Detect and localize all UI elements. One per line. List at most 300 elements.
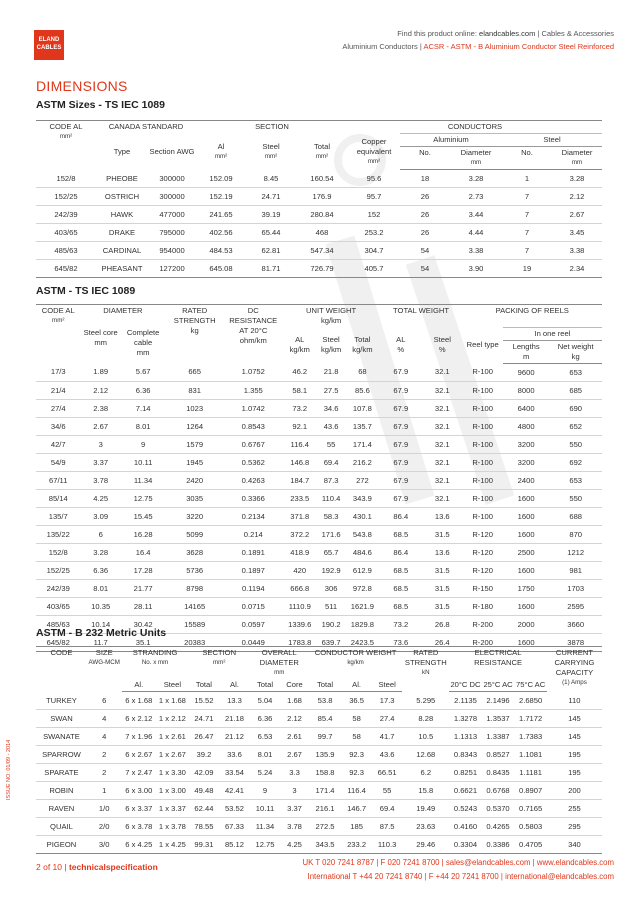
- table-cell: 6 x 4.25: [122, 836, 157, 854]
- table-row: [36, 579, 602, 597]
- table-cell: 95.7: [348, 188, 400, 206]
- t3-header-elec: ELECTRICAL RESISTANCE: [449, 647, 547, 680]
- table-cell: 32.1: [422, 435, 462, 453]
- t2-header-reel-type: Reel type: [466, 340, 499, 349]
- table-cell: 543.8: [345, 525, 379, 543]
- table-cell: 692: [549, 453, 602, 471]
- table-cell: 0.0715: [224, 597, 283, 615]
- table-cell: 152.19: [196, 188, 246, 206]
- footer-uk-contacts[interactable]: UK T 020 7241 8787 | F 020 7241 8700 | sales@elandcables.com | www.elandcables.com: [302, 858, 614, 867]
- t3-header-overall-unit: mm: [274, 669, 285, 676]
- table-cell: 68.5: [380, 525, 422, 543]
- table-cell: 21.12: [219, 728, 250, 746]
- t2-header-rated-label: RATED STRENGTH: [173, 306, 216, 325]
- table-cell: 216.1: [309, 800, 342, 818]
- table-cell: 42/7: [36, 435, 80, 453]
- table-cell: 54/9: [36, 453, 80, 471]
- table-cell: 67.9: [380, 489, 422, 507]
- t1-header-al-no: No.: [400, 147, 450, 170]
- t1-header-steel-diameter: [552, 147, 602, 170]
- table-cell: 152: [348, 206, 400, 224]
- table-cell: 870: [549, 525, 602, 543]
- table-cell: 18: [400, 170, 450, 188]
- table-cell: 1945: [165, 453, 224, 471]
- table-cell: 645/82: [36, 633, 80, 651]
- table-row: [36, 507, 602, 525]
- t3-header-section: [189, 647, 250, 680]
- logo-line2: CABLES: [36, 45, 62, 51]
- table-cell: 11.34: [121, 471, 165, 489]
- table-cell: 195: [547, 746, 602, 764]
- table-cell: 639.7: [317, 633, 345, 651]
- table-cell: 1600: [503, 507, 549, 525]
- table-cell: 67.9: [380, 363, 422, 381]
- table-cell: 68: [345, 363, 379, 381]
- t2-header-total-label: Total: [354, 335, 371, 344]
- t1-header-al-diameter-label: Diameter: [460, 148, 492, 157]
- table1-title: ASTM Sizes - TS IEC 1089: [36, 99, 165, 111]
- table-cell: 3200: [503, 453, 549, 471]
- table-cell: 26: [400, 188, 450, 206]
- t3-header-current-label: CURRENT CARRYING CAPACITY: [554, 648, 595, 677]
- t3-header-section-label: SECTION: [202, 648, 237, 657]
- table-cell: R-100: [462, 381, 502, 399]
- table-cell: 176.9: [296, 188, 348, 206]
- table-cell: 16.4: [121, 543, 165, 561]
- table-cell: TURKEY: [36, 692, 87, 710]
- t2-header-tw-al-unit: %: [397, 345, 405, 354]
- table-cell: 92.3: [341, 764, 372, 782]
- table-cell: 430.1: [345, 507, 379, 525]
- footer-intl-contacts[interactable]: International T +44 20 7241 8740 | F +44 20 7241 8700 | international@elandcables.com: [307, 872, 614, 881]
- table-cell: R-120: [462, 525, 502, 543]
- table-cell: 107.8: [345, 399, 379, 417]
- table-cell: 0.4705: [514, 836, 547, 854]
- table-cell: 135/7: [36, 507, 80, 525]
- table-cell: 190.2: [317, 615, 345, 633]
- table-cell: 32.1: [422, 489, 462, 507]
- table-cell: 1 x 1.68: [156, 692, 189, 710]
- table-cell: 152/8: [36, 170, 96, 188]
- table-cell: 145: [547, 710, 602, 728]
- table-cell: 85.6: [345, 381, 379, 399]
- t2-header-complete-unit: mm: [136, 348, 150, 357]
- table-cell: 1: [87, 782, 122, 800]
- t2-header-tw-al: [380, 327, 422, 363]
- t3-header-cond-weight: [309, 647, 403, 680]
- astm-b232-table: [36, 646, 602, 854]
- table-cell: 92.1: [283, 417, 317, 435]
- header-category: | Cables & Accessories: [537, 29, 614, 38]
- table-cell: 30.42: [121, 615, 165, 633]
- table-cell: 403/65: [36, 224, 96, 242]
- table-cell: 1264: [165, 417, 224, 435]
- table-cell: 2595: [549, 597, 602, 615]
- table-cell: 12.68: [402, 746, 449, 764]
- t2-header-unit-weight-label: UNIT WEIGHT: [306, 306, 357, 315]
- table-row: [36, 836, 602, 854]
- table-cell: 3878: [549, 633, 602, 651]
- table-cell: 116.4: [341, 782, 372, 800]
- table-cell: 1212: [549, 543, 602, 561]
- table-cell: 653: [549, 363, 602, 381]
- t1-header-conductors: CONDUCTORS: [348, 121, 602, 134]
- table-cell: 54: [400, 242, 450, 260]
- t1-header-canada: CANADA STANDARD: [96, 121, 196, 134]
- astm-sizes-table: [36, 120, 602, 278]
- table-row: [36, 381, 602, 399]
- table-cell: 6 x 3.00: [122, 782, 157, 800]
- table-cell: R-120: [462, 543, 502, 561]
- header-find-text: Find this product online:: [397, 29, 477, 38]
- table-cell: 0.1891: [224, 543, 283, 561]
- t1-header-al-unit: mm²: [214, 152, 228, 160]
- table-cell: 160.54: [296, 170, 348, 188]
- table-cell: SPARROW: [36, 746, 87, 764]
- table-cell: 8.01: [80, 579, 120, 597]
- table-cell: 0.6621: [449, 782, 482, 800]
- t2-header-code-unit: mm²: [52, 317, 65, 324]
- table-cell: 300000: [148, 170, 196, 188]
- table-cell: 145: [547, 728, 602, 746]
- table-row: [36, 728, 602, 746]
- table-cell: 295: [547, 818, 602, 836]
- table-cell: 2.61: [280, 728, 309, 746]
- table-cell: 27.5: [317, 381, 345, 399]
- eland-cables-logo[interactable]: [34, 30, 64, 60]
- table-cell: 1.1181: [514, 764, 547, 782]
- table-cell: 81.71: [246, 260, 296, 278]
- table-cell: 272.5: [309, 818, 342, 836]
- table-cell: 1600: [503, 633, 549, 651]
- t1-header-code: [36, 121, 96, 170]
- table-cell: 0.6768: [482, 782, 515, 800]
- table-cell: 69.4: [372, 800, 403, 818]
- table-cell: 242/39: [36, 206, 96, 224]
- table-cell: 185: [341, 818, 372, 836]
- table-cell: 2.67: [80, 417, 120, 435]
- table-row: [36, 363, 602, 381]
- table-cell: 1621.9: [345, 597, 379, 615]
- table-row: [36, 561, 602, 579]
- table-cell: 87.5: [372, 818, 403, 836]
- table-cell: SWANATE: [36, 728, 87, 746]
- table-cell: 5.67: [121, 363, 165, 381]
- table-cell: 20383: [165, 633, 224, 651]
- table-row: [36, 489, 602, 507]
- table-cell: 86.4: [380, 507, 422, 525]
- table-cell: 4.44: [450, 224, 502, 242]
- table-cell: 65.44: [246, 224, 296, 242]
- table-cell: 14165: [165, 597, 224, 615]
- table-cell: 184.7: [283, 471, 317, 489]
- spec-label-b: specification: [105, 862, 158, 872]
- table-cell: 1110.9: [283, 597, 317, 615]
- table-cell: 1 x 3.00: [156, 782, 189, 800]
- table-cell: 1600: [503, 597, 549, 615]
- footer-page-info: [36, 862, 158, 872]
- table-cell: 92.3: [341, 746, 372, 764]
- table-cell: 11.7: [80, 633, 120, 651]
- table-cell: 39.2: [189, 746, 220, 764]
- table-cell: 67.9: [380, 399, 422, 417]
- table-row: [36, 417, 602, 435]
- table-cell: PHEASANT: [96, 260, 148, 278]
- table-cell: 146.8: [283, 453, 317, 471]
- table-cell: 9600: [503, 363, 549, 381]
- table-cell: 2.1496: [482, 692, 515, 710]
- table-cell: OSTRICH: [96, 188, 148, 206]
- table-cell: 2.34: [552, 260, 602, 278]
- table-cell: 35.1: [121, 633, 165, 651]
- table-cell: 484.6: [345, 543, 379, 561]
- table-cell: 73.2: [380, 615, 422, 633]
- table-cell: 241.65: [196, 206, 246, 224]
- table-cell: 85.4: [309, 710, 342, 728]
- table-cell: 4.25: [280, 836, 309, 854]
- table-cell: 171.4: [309, 782, 342, 800]
- t1-header-steel-diameter-label: Diameter: [561, 148, 593, 157]
- table-cell: 110.3: [372, 836, 403, 854]
- table-cell: 32.1: [422, 471, 462, 489]
- table-cell: 1.1081: [514, 746, 547, 764]
- table3-title: ASTM - B 232 Metric Units: [36, 627, 167, 639]
- table-cell: 666.8: [283, 579, 317, 597]
- table-cell: 58: [341, 728, 372, 746]
- table-cell: 3.44: [450, 206, 502, 224]
- table-cell: SPARATE: [36, 764, 87, 782]
- table-cell: 110: [547, 692, 602, 710]
- table-cell: 24.71: [189, 710, 220, 728]
- table-cell: 10.11: [121, 453, 165, 471]
- table-cell: 4800: [503, 417, 549, 435]
- table-cell: 2.38: [80, 399, 120, 417]
- table-cell: 0.8435: [482, 764, 515, 782]
- table-cell: 19: [502, 260, 552, 278]
- table-cell: 26.4: [422, 633, 462, 651]
- table-cell: 340: [547, 836, 602, 854]
- t3-header-weight-total: Total: [309, 679, 342, 692]
- t1-header-aluminium: Aluminium: [400, 134, 502, 147]
- header-product-name: ACSR - ASTM - B Aluminium Conductor Steel Reinforced: [423, 42, 614, 51]
- table-cell: R-150: [462, 579, 502, 597]
- table-cell: 15.52: [189, 692, 220, 710]
- t1-header-total: [296, 134, 348, 170]
- table-cell: 28.11: [121, 597, 165, 615]
- table-cell: 3.78: [80, 471, 120, 489]
- table-cell: 3.38: [552, 242, 602, 260]
- table-cell: 7 x 2.47: [122, 764, 157, 782]
- t2-header-diameter: DIAMETER: [80, 305, 165, 328]
- table-cell: 468: [296, 224, 348, 242]
- table-cell: R-100: [462, 363, 502, 381]
- t3-header-strand-al: Al.: [122, 679, 157, 692]
- table-cell: 6.2: [402, 764, 449, 782]
- t2-header-dc: [224, 305, 283, 364]
- table-cell: 3628: [165, 543, 224, 561]
- table-cell: 43.6: [372, 746, 403, 764]
- table-cell: 0.6767: [224, 435, 283, 453]
- table-cell: 0.8907: [514, 782, 547, 800]
- t1-header-copper-unit: mm²: [367, 157, 381, 165]
- table-cell: 5736: [165, 561, 224, 579]
- table-cell: 371.8: [283, 507, 317, 525]
- table-row: [36, 710, 602, 728]
- table-cell: 53.8: [309, 692, 342, 710]
- table-cell: 68.5: [380, 597, 422, 615]
- table-cell: R-200: [462, 615, 502, 633]
- t3-header-rated-unit: kN: [422, 669, 430, 676]
- table-cell: 10.11: [250, 800, 281, 818]
- table-cell: PHEOBE: [96, 170, 148, 188]
- t2-header-net-weight-unit: kg: [571, 351, 580, 361]
- table-cell: 0.5370: [482, 800, 515, 818]
- table-cell: 0.1194: [224, 579, 283, 597]
- table-cell: 0.0597: [224, 615, 283, 633]
- table-cell: 0.7165: [514, 800, 547, 818]
- table-cell: 5099: [165, 525, 224, 543]
- table-cell: 233.2: [341, 836, 372, 854]
- table-cell: 7: [502, 224, 552, 242]
- table-cell: 1783.8: [283, 633, 317, 651]
- table-cell: 10.14: [80, 615, 120, 633]
- table-cell: 6.36: [121, 381, 165, 399]
- table-cell: 5.295: [402, 692, 449, 710]
- table-cell: 2.12: [552, 188, 602, 206]
- table-cell: 8.01: [250, 746, 281, 764]
- table-cell: 31.5: [422, 597, 462, 615]
- table-cell: 3220: [165, 507, 224, 525]
- t2-header-steel-core: [80, 327, 120, 363]
- table-cell: 67.33: [219, 818, 250, 836]
- t1-header-steel-diameter-unit: mm: [571, 159, 583, 166]
- t3-header-rated: [402, 647, 449, 692]
- table-cell: 1 x 2.61: [156, 728, 189, 746]
- table-cell: 62.81: [246, 242, 296, 260]
- table-cell: 12.75: [250, 836, 281, 854]
- table-cell: 34.6: [317, 399, 345, 417]
- table-cell: 652: [549, 417, 602, 435]
- table-cell: CARDINAL: [96, 242, 148, 260]
- table-cell: 7: [502, 188, 552, 206]
- table-cell: 6.36: [80, 561, 120, 579]
- table-cell: 36.5: [341, 692, 372, 710]
- table-cell: 280.84: [296, 206, 348, 224]
- t3-body: [36, 692, 602, 854]
- table-cell: 21.18: [219, 710, 250, 728]
- table-cell: 3.28: [80, 543, 120, 561]
- table-cell: 73.6: [380, 633, 422, 651]
- t3-header-code: CODE: [36, 647, 87, 692]
- table-cell: 1.3537: [482, 710, 515, 728]
- table-cell: 253.2: [348, 224, 400, 242]
- table-cell: 403/65: [36, 597, 80, 615]
- table-cell: 1 x 3.30: [156, 764, 189, 782]
- table-cell: 1 x 2.12: [156, 710, 189, 728]
- table-cell: 23.63: [402, 818, 449, 836]
- t2-header-lengths: [503, 340, 549, 363]
- table-cell: 0.3366: [224, 489, 283, 507]
- table-cell: 3.37: [80, 453, 120, 471]
- table-cell: 73.2: [283, 399, 317, 417]
- table-cell: 0.4160: [449, 818, 482, 836]
- table-cell: DRAKE: [96, 224, 148, 242]
- table-cell: 2.12: [80, 381, 120, 399]
- header-website-link[interactable]: elandcables.com: [479, 29, 536, 38]
- t3-header-strand-steel: Steel: [156, 679, 189, 692]
- t2-header-total: [345, 327, 379, 363]
- spec-label-a: technical: [68, 862, 106, 872]
- table-cell: 15589: [165, 615, 224, 633]
- table-cell: 1339.6: [283, 615, 317, 633]
- table-cell: QUAIL: [36, 818, 87, 836]
- table-cell: 6.53: [250, 728, 281, 746]
- table-cell: 645/82: [36, 260, 96, 278]
- table-cell: 116.4: [283, 435, 317, 453]
- table-cell: 67.9: [380, 417, 422, 435]
- t2-header-dc-unit: ohm/km: [239, 336, 267, 345]
- table-cell: 1.3278: [449, 710, 482, 728]
- table-cell: 15.45: [121, 507, 165, 525]
- table-cell: 831: [165, 381, 224, 399]
- t1-header-section-awg: Section AWG: [149, 146, 195, 156]
- table-cell: 17.28: [121, 561, 165, 579]
- table-cell: 8798: [165, 579, 224, 597]
- table-cell: 195: [547, 764, 602, 782]
- table-cell: R-100: [462, 471, 502, 489]
- table-cell: 3.28: [450, 170, 502, 188]
- t2-header-steel-label: Steel: [322, 335, 340, 344]
- table-cell: 15.8: [402, 782, 449, 800]
- table-row: [36, 399, 602, 417]
- table-cell: 3.3: [280, 764, 309, 782]
- t3-header-section-al: Al.: [219, 679, 250, 692]
- table-cell: 1.3387: [482, 728, 515, 746]
- table-cell: 152/25: [36, 561, 80, 579]
- table-cell: 58.1: [283, 381, 317, 399]
- table-cell: 32.1: [422, 453, 462, 471]
- table-cell: 0.5243: [449, 800, 482, 818]
- table-cell: 54: [400, 260, 450, 278]
- page-number: 2 of 10 |: [36, 862, 67, 872]
- t2-header-code: [36, 305, 80, 364]
- table-cell: 2.6850: [514, 692, 547, 710]
- table-cell: R-100: [462, 453, 502, 471]
- table-cell: 85/14: [36, 489, 80, 507]
- table-cell: 1600: [503, 489, 549, 507]
- table-cell: 420: [283, 561, 317, 579]
- t2-header-rated-unit: kg: [190, 326, 199, 335]
- table-cell: 27/4: [36, 399, 80, 417]
- table-row: [36, 543, 602, 561]
- t2-header-steel-core-label: Steel core: [83, 328, 118, 337]
- table-cell: 2: [87, 746, 122, 764]
- t3-header-weight-steel: Steel: [372, 679, 403, 692]
- table-cell: 1 x 3.37: [156, 800, 189, 818]
- dimensions-title: DIMENSIONS: [36, 78, 128, 94]
- table-cell: 6 x 3.37: [122, 800, 157, 818]
- table-cell: 41.7: [372, 728, 403, 746]
- header-line1: [397, 29, 614, 38]
- table-cell: 26: [400, 224, 450, 242]
- table-cell: 1.0742: [224, 399, 283, 417]
- table-cell: 1.355: [224, 381, 283, 399]
- t1-header-steel: [246, 134, 296, 170]
- table-cell: 66.51: [372, 764, 403, 782]
- table-cell: 200: [547, 782, 602, 800]
- table-cell: 32.1: [422, 399, 462, 417]
- table-cell: SWAN: [36, 710, 87, 728]
